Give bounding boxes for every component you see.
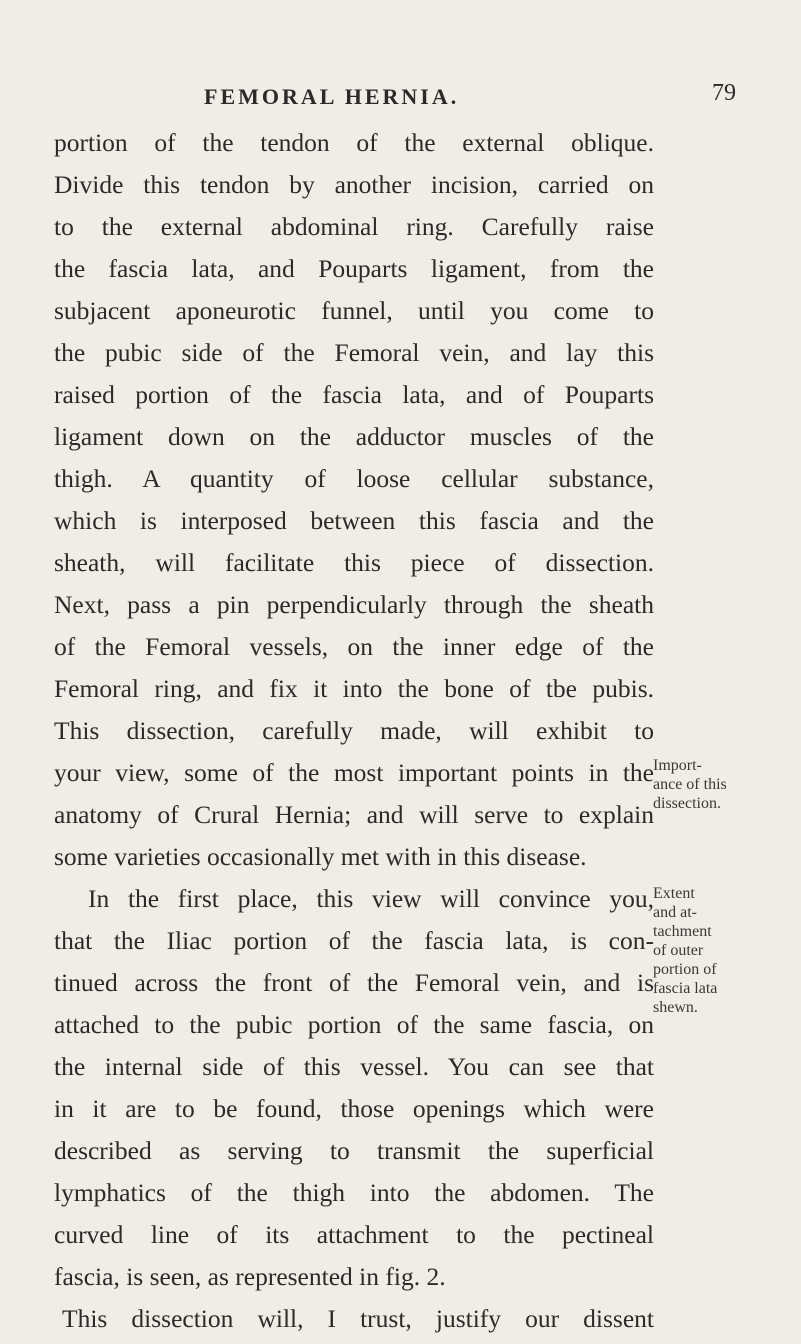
text-line: which is interposed between this fascia and the <box>54 506 654 535</box>
text-line: that the Iliac portion of the fascia lata, is con- <box>54 926 654 955</box>
text-line: thigh. A quantity of loose cellular substance, <box>54 464 654 493</box>
text-line: to the external abdominal ring. Carefully raise <box>54 212 654 241</box>
text-line: sheath, will facilitate this piece of dissection. <box>54 548 654 577</box>
text-line: tinued across the front of the Femoral vein, and is <box>54 968 654 997</box>
text-line: portion of the tendon of the external oblique. <box>54 128 654 157</box>
text-line: described as serving to transmit the superficial <box>54 1136 654 1165</box>
text-line: Divide this tendon by another incision, carried on <box>54 170 654 199</box>
text-line: of the Femoral vessels, on the inner edge of the <box>54 632 654 661</box>
text-line: raised portion of the fascia lata, and of Pouparts <box>54 380 654 409</box>
margin-note-importance: Import- ance of this dissection. <box>653 757 727 812</box>
text-line: fascia, is seen, as represented in fig. 2. <box>54 1262 446 1291</box>
text-line: Femoral ring, and fix it into the bone of tbe pubis. <box>54 674 654 703</box>
margin-note-extent: Extent and at- tachment of outer portion of fascia lata shewn. <box>653 885 718 1016</box>
running-title: FEMORAL HERNIA. <box>204 84 460 109</box>
text-line: curved line of its attachment to the pectineal <box>54 1220 654 1249</box>
text-line: This dissection, carefully made, will exhibit to <box>54 716 654 745</box>
body-text <box>54 122 654 1340</box>
text-line: This dissection will, I trust, justify our dissent <box>62 1304 654 1333</box>
text-line: some varieties occasionally met with in this disease. <box>54 842 587 871</box>
text-line: the pubic side of the Femoral vein, and lay this <box>54 338 654 367</box>
text-line: in it are to be found, those openings which were <box>54 1094 654 1123</box>
text-line: Next, pass a pin perpendicularly through the sheath <box>54 590 654 619</box>
text-line: subjacent aponeurotic funnel, until you come to <box>54 296 654 325</box>
text-line: lymphatics of the thigh into the abdomen. The <box>54 1178 654 1207</box>
text-line: the fascia lata, and Pouparts ligament, from the <box>54 254 654 283</box>
text-line: attached to the pubic portion of the same fascia, on <box>54 1010 654 1039</box>
text-line: anatomy of Crural Hernia; and will serve to explain <box>54 800 654 829</box>
text-line: the internal side of this vessel. You can see that <box>54 1052 654 1081</box>
text-line: your view, some of the most important points in the <box>54 758 654 787</box>
text-line: ligament down on the adductor muscles of the <box>54 422 654 451</box>
page-number: 79 <box>712 80 736 106</box>
text-line: In the first place, this view will convince you, <box>88 884 654 913</box>
